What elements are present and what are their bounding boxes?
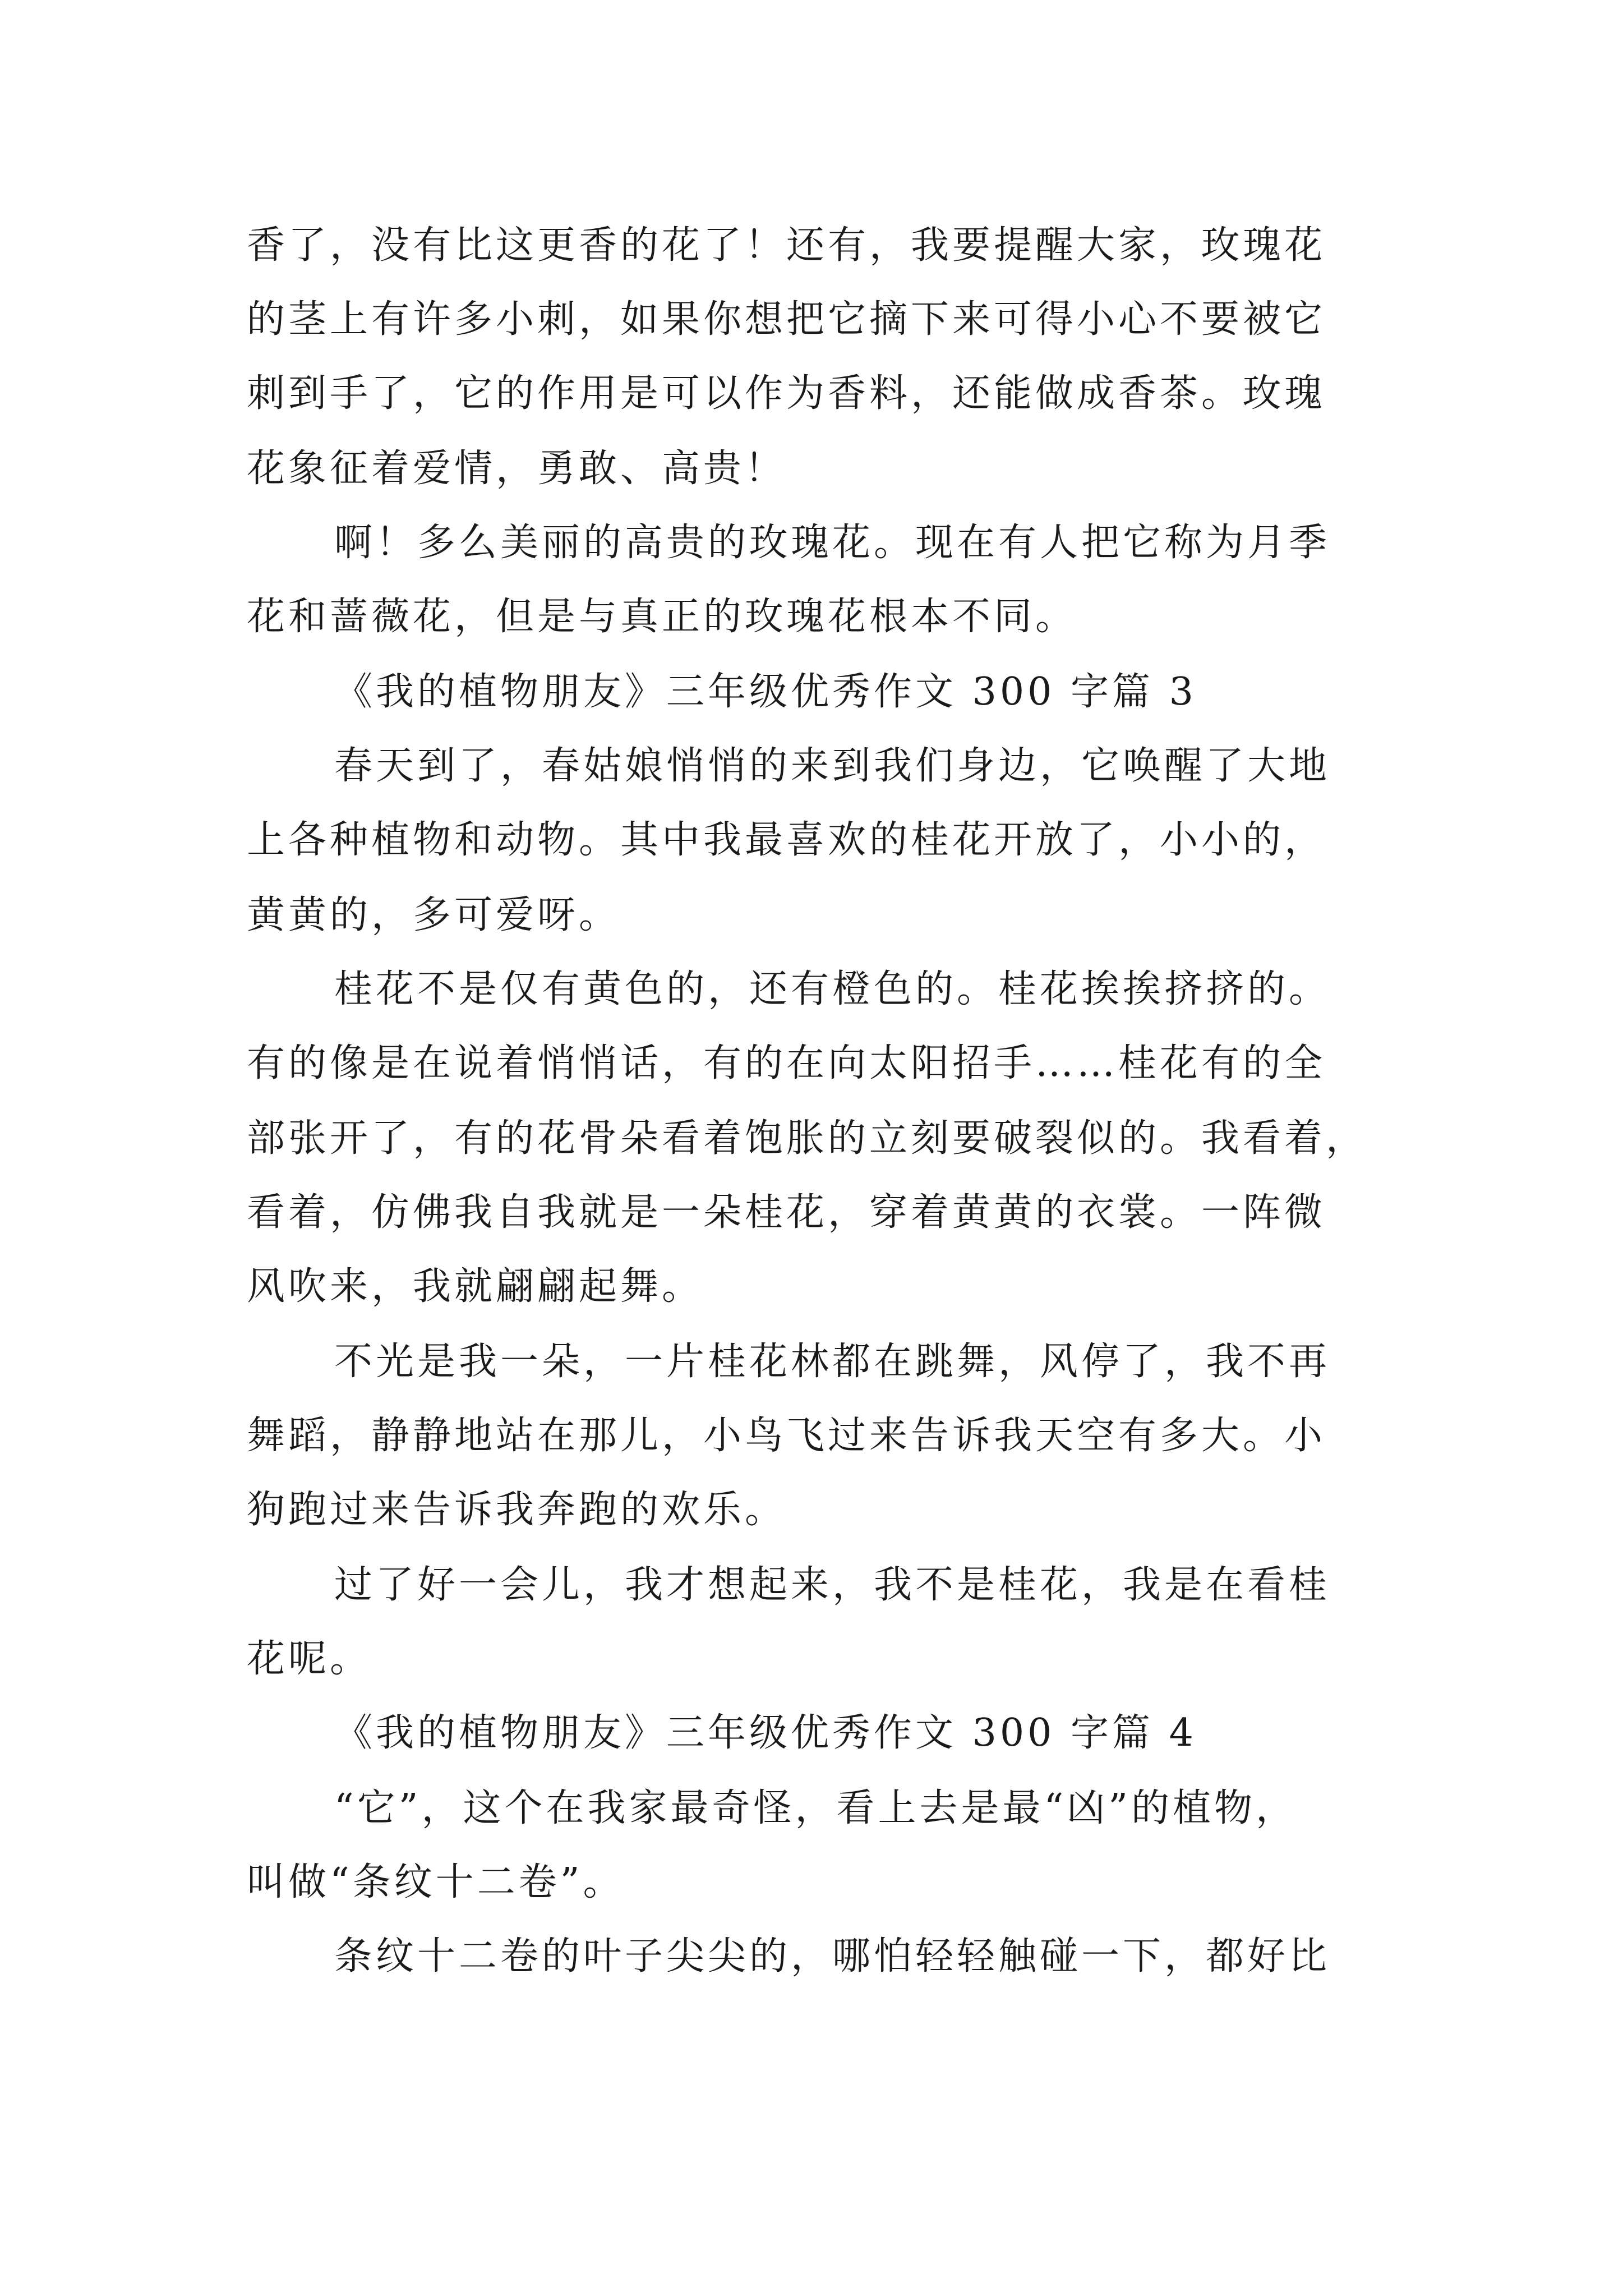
text-line: 刺到手了，它的作用是可以作为香料，还能做成香茶。玫瑰 [247, 371, 1326, 416]
text-line: 春天到了，春姑娘悄悄的来到我们身边，它唤醒了大地 [334, 744, 1331, 788]
section-heading: 《我的植物朋友》三年级优秀作文 300 字篇 3 [334, 670, 1197, 714]
text-line: “它”，这个在我家最奇怪，看上去是最“凶”的植物， [334, 1786, 1298, 1830]
text-line: 的茎上有许多小刺，如果你想把它摘下来可得小心不要被它 [247, 297, 1326, 342]
text-line: 部张开了，有的花骨朵看着饱胀的立刻要破裂似的。我看着， [247, 1116, 1368, 1161]
text-line: 狗跑过来告诉我奔跑的欢乐。 [247, 1488, 787, 1532]
text-line: 有的像是在说着悄悄话，有的在向太阳招手……桂花有的全 [247, 1041, 1326, 1085]
text-line: 黄黄的，多可爱呀。 [247, 893, 621, 937]
text-line: 香了，没有比这更香的花了！还有，我要提醒大家，玫瑰花 [247, 223, 1326, 268]
text-line: 条纹十二卷的叶子尖尖的，哪怕轻轻触碰一下，都好比 [334, 1934, 1331, 1978]
text-line: 桂花不是仅有黄色的，还有橙色的。桂花挨挨挤挤的。 [334, 967, 1331, 1011]
text-line: 花和蔷薇花，但是与真正的玫瑰花根本不同。 [247, 595, 1077, 639]
text-line: 花呢。 [247, 1637, 372, 1681]
text-line: 过了好一会儿，我才想起来，我不是桂花，我是在看桂 [334, 1563, 1331, 1607]
text-line: 叫做“条纹十二卷”。 [247, 1860, 625, 1904]
text-line: 舞蹈，静静地站在那儿，小鸟飞过来告诉我天空有多大。小 [247, 1414, 1326, 1458]
section-heading: 《我的植物朋友》三年级优秀作文 300 字篇 4 [334, 1711, 1197, 1755]
text-line: 风吹来，我就翩翩起舞。 [247, 1264, 704, 1309]
text-line: 不光是我一朵，一片桂花林都在跳舞，风停了，我不再 [334, 1340, 1331, 1384]
text-line: 花象征着爱情，勇敢、高贵！ [247, 447, 787, 491]
text-line: 看着，仿佛我自我就是一朵桂花，穿着黄黄的衣裳。一阵微 [247, 1190, 1326, 1235]
text-line: 上各种植物和动物。其中我最喜欢的桂花开放了，小小的， [247, 818, 1326, 862]
text-line: 啊！多么美丽的高贵的玫瑰花。现在有人把它称为月季 [334, 521, 1331, 565]
